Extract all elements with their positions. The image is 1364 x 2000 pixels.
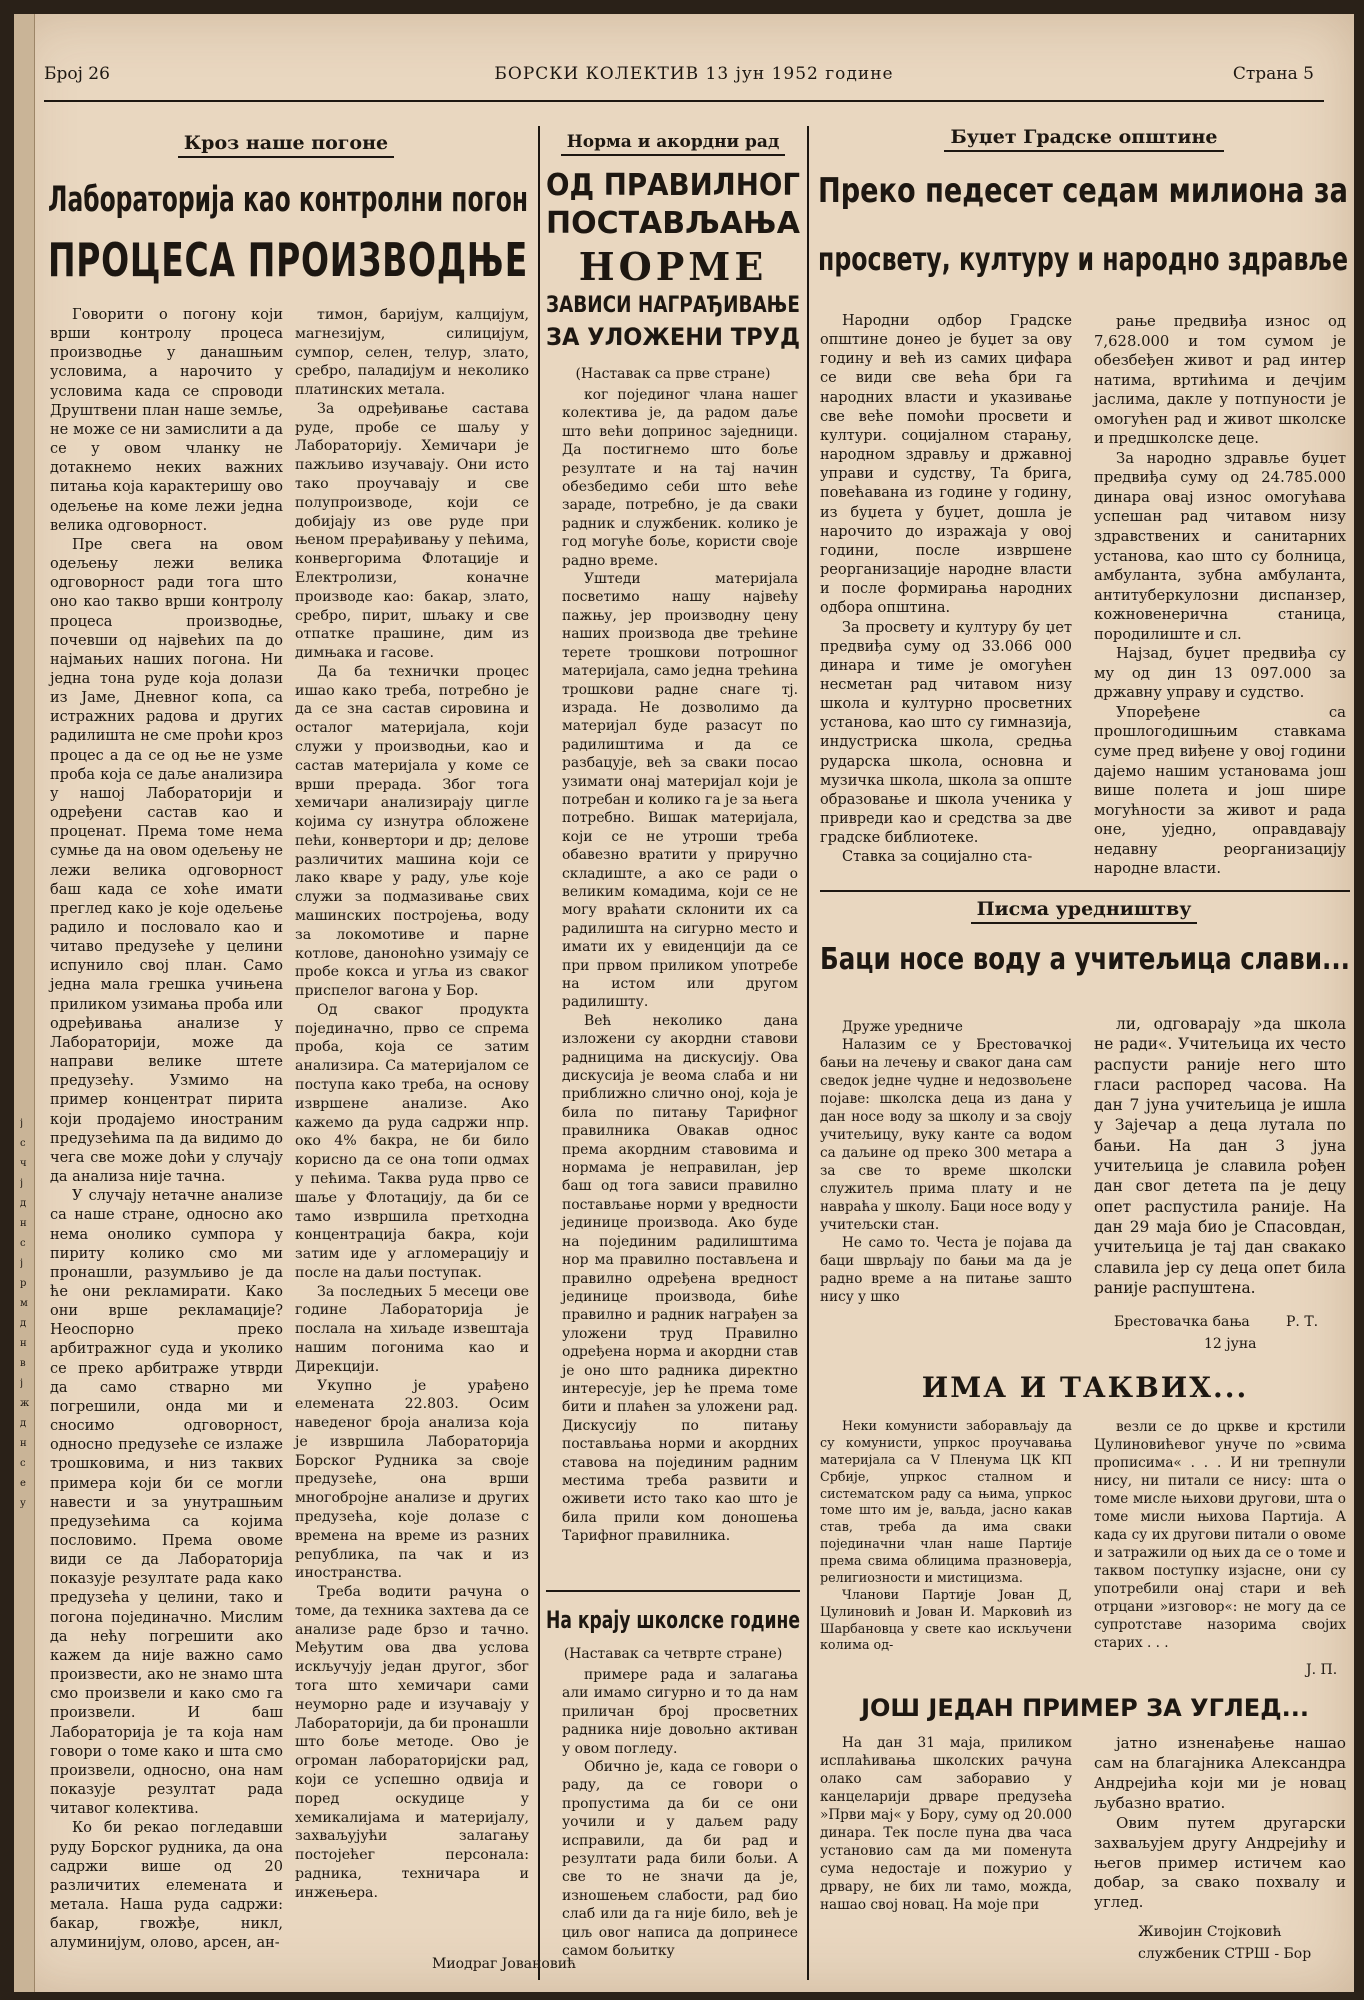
paragraph: Треба водити рачуна о томе, да техника захтева да се анализе раде брзо и тачно. Међутим ова два услова искључују један другог, због тога што хемичари сами неуморно раде и изучавају у Лабораторији, да би пронашли што боље методе. Ово је огроман лабораторијски рад, који се успешно одвија и поред оскудице у хемикалијама и материјалу, захваљујући залагању постојећег персонала: радника, техничара и инжењера. (295, 1584, 529, 1901)
issue-number: Број 26 (44, 64, 110, 84)
article1-headline-line2: ПРОЦЕСА ПРОИЗВОДЊЕ (48, 233, 528, 287)
letters-headline: Баци носе воду а учитељица слави... (820, 942, 1350, 977)
article5-signature: Ј. П. (1306, 1662, 1338, 1678)
paragraph: Не само то. Честа је појава да баци шврљају по бањи ма да је радно време а на питање зашто нису у шко (820, 1235, 1072, 1306)
article5-column-2 (1094, 1418, 1346, 1652)
letters-place: Брестовачка бања (1114, 1314, 1250, 1330)
article1-column-2 (295, 306, 529, 1902)
paragraph: Да ба технички процес ишао како треба, потребно је да се зна састав сировина и осталог материјала, који служи у производњи, као и састав материјала у коме се врши прерада. Због тога хемичари анализирају цигле којима су изнутра обложене пећи, конвертори и др; делове различитих машина који се лако кваре у раду, уље које служи за подмазивање свих машинских постројења, воду за локомотиве и парне котлове, даноноћно узимају се пробе кокса и угља из сваког приспелог вагона у Бор. (295, 663, 529, 1000)
article6-signature-role: службеник СТРШ - Бор (1138, 1946, 1312, 1962)
article5-headline: ИМА И ТАКВИХ... (921, 1371, 1249, 1404)
article5-column-1 (820, 1418, 1072, 1654)
article2-headline-line3: НОРМЕ (578, 244, 768, 289)
article3-column (562, 1666, 798, 1961)
article6-column-1 (820, 1734, 1072, 1914)
paragraph: Неки комунисти заборављају да су комунисти, упркос проучавања материјала са V Пленума ЦК КП Србије, упркос сталном и систематском раду са њима, упркос томе што им је, ваљда, јасно какав став, треба да има сваки појединачни члан наше Партије према свима облицима празноверја, религиозности и мистицизма. (820, 1418, 1072, 1585)
article1-kicker: Кроз наше погоне (44, 132, 528, 154)
letters-date: 12 јуна (1204, 1336, 1257, 1352)
article6-headline: ЈОШ ЈЕДАН ПРИМЕР ЗА УГЛЕД... (861, 1694, 1309, 1722)
letters-column-2 (1094, 1014, 1346, 1298)
paragraph: Од сваког продукта појединачно, прво се спрема проба, која се затим анализира. Са материјалом се поступа како треба, на основу извршене анализе. Ако кажемо да руда садржи нпр. око 4% бакра, не би било корисно да се она топи одмах у пећима. Таква руда прво се шаље у Флотацију, да би се тамо извршила претходна концентрација бакра, који затим иде у агломерацију и после на даљи поступак. (295, 1001, 529, 1281)
paragraph: Говорити о погону који врши контролу процеса производње у данашњим условима, а нарочито у условима када се спроводи Друштвени план наше земље, не може се ни замислити а да се у овом чланку не дотакнемо неких важних питања која карактеришу ово одељење на коме лежи једна велика одговорност. (50, 307, 283, 534)
paragraph: Овим путем другарски захваљујем другу Андрејићу и његов пример истичем као добар, за свако похвалу и углед. (1094, 1813, 1346, 1912)
paragraph: ли, одговарају »да школа не ради«. Учитељица их често распусти раније него што гласи распоред часова. На дан 7 јуна учитељица је ишла у Зајечар а деца лутала по бањи. На дан 3 јуна учитељица је славила рођен дан свог детета па је децу опет распустила раније. На дан 29 маја био је Спасовдан, учитељица је тај дан свакако славила јер су деца опет била раније распуштена. (1094, 1015, 1346, 1297)
column-rule-left (538, 126, 540, 1980)
paragraph: Народни одбор Градске општине донео је буџет за ову годину и већ из самих цифара се види све већа бри га народних власти и указивање све веће помоћи просвети и култури. социјалном старању, народном здрављу и државној управи и судству, Та брига, повећавана из године у годину, из буџета у буџет, дошла је нарочито до изражаја у овој години, после извршене реорганизације народне власти и после формирања народних одбора општина. (820, 313, 1072, 617)
article1-headline-line1: Лабораторија као контролни погон (48, 180, 528, 220)
paragraph: Налазим се у Брестовачкој бањи на лечењу и сваког дана сам сведок једне чудне и недозвољене појаве: школска деца из дана у дан носе воду за школу и за своју учитељицу, вуку канте са водом са даљине од преко 300 метара а за све то време школски служитељ прима плату и не навраћа у школу. Баци носе воду у учитељски стан. (820, 1037, 1072, 1234)
article4-headline-line1: Преко педесет седам милиона за (818, 171, 1348, 211)
paragraph: примере рада и залагања али имамо сигурно и то да нам приличан број просветних радника није довољно активан у овом погледу. (562, 1667, 798, 1757)
letters-kicker: Писма уредништву (814, 898, 1354, 920)
header-rule (44, 100, 1324, 102)
paragraph: Пре свега на овом одељењу лежи велика одговорност ради тога што оно као такво врши контролу процеса производње, почевши од највећих па до најмањих наших погона. Ни једна тона руде која долази из Јаме, Дневног копа, са истражних радова и других радилишта не сме проћи кроз процес а да се од ње не узме проба која се даље анализира у нашој Лабораторији и одређени састав као и проценат. Према томе нема сумње да на овом одељењу не лежи велика одговорност баш када се хоће имати преглед како је које одељење радило и пословало као и читаво предузеће у целини испунило свој план. Само једна мала грешка учињена приликом узимања проба или одређивања анализе у Лабораторији, може да направи велике штете предузећу. Узмимо на пример концентрат пирита који продајемо иностраним предузећима па да видимо до чега све може доћи у случају да анализа није тачна. (50, 536, 283, 1186)
paragraph: За последњих 5 месеци ове године Лабораторија је послала на хиљаде извештаја нашим погонима као и Дирекцији. (295, 1283, 529, 1375)
paragraph: тимон, баријум, калцијум, магнезијум, силицијум, сумпор, селен, телур, злато, сребро, паладијум и неколико платинских метала. (295, 307, 529, 399)
paragraph: За народно здравље буџет предвиђа суму од 24.785.000 динара овај износ омогућава успешан рад читавом низу здравствених и санитарних установа, као што су болница, амбуланта, зубна амбуланта, антитуберкулозни диспанзер, кожновенерична станица, породилиште и сл. (1094, 449, 1346, 643)
paragraph: За просвету и културу бу џет предвиђа суму од 33.066 000 динара и тиме је омогућен несметан рад читавом низу школа и културно просветних установа, као што су гимназија, индустриска школа, средња рударска школа, основна и музичка школа, школа за опште образовање и школа ученика у привреди као и средства за две градске библиотеке. (820, 619, 1072, 847)
column-rule-right (807, 126, 809, 1980)
article1-signature: Миодраг Јовановић (432, 1956, 577, 1972)
article3-headline: На крају школске године (546, 1606, 800, 1634)
previous-page-fragment: ј с ч ј д н с ј р м д н в ј ж д н с е у (20, 1118, 30, 1509)
page-number: Страна 5 (1232, 64, 1314, 84)
paragraph: Уштеди материјала посветимо нашу највећу пажњу, јер производну цену наших производа две трећине терете трошкови потрошног материјала, само једна трећина трошкови радне снаге тј. израда. Не дозволимо да материјал буде разасут по радилиштима и да се разбацује, већ за сваки посао узимати онај материјал који је потребан и колико га је за њега потребно. Вишак материјала, који се не утроши треба обавезно вратити у приручно складиште, а ако се ради о великим комадима, који се не могу враћати склонити их са радилишта на сигурно место и имати их у евиденцији да се при првом приликом употребе на истом или другом радилишту. (562, 571, 798, 1011)
article2-column (562, 386, 798, 1546)
paragraph: Ставка за социјално ста- (842, 849, 1033, 866)
paragraph: На дан 31 маја, приликом исплаћивања школских рачуна олако сам заборавио у канцеларији дрваре предузећа »Први мај« у Бору, суму од 20.000 динара. Тек после пуна два часа установио сам да ми поменута сума недостаје и пожурио у дрвару, не бих ли тамо, можда, нашао свој новац. На моје при (820, 1735, 1072, 1914)
article2-headline-line1: ОД ПРАВИЛНОГ (546, 168, 800, 203)
article2-continued-note: (Наставак са прве стране) (575, 366, 771, 382)
article3-continued-note: (Наставак са четврте стране) (563, 1646, 783, 1662)
paragraph: Чланови Партије Јован Д, Цулиновић и Јован И. Марковић из Шарбановца у свете као искључени колима од- (820, 1586, 1072, 1653)
paragraph: Укупно је урађено елемената 22.803. Осим наведеног броја анализа која је извршила Лабораторија Борског Рудника за своје предузеће, она врши многобројне анализе и других предузећа, које долазе с времена на време из разних република, па чак и из иностранства. (295, 1377, 529, 1582)
article4-column-2 (1094, 312, 1346, 879)
paragraph: За одређивање састава руде, пробе се шаљу у Лабораторију. Хемичари је пажљиво изучавају. Они исто тако проучавају и све полупроизводе, који се добијају из ове руде при њеном прерађивању у пећима, конвергорима Флотације и Електролизи, коначне производе као: бакар, злато, сребро, пирит, шљаку и све отпатке прашине, дим из димњака и гасове. (295, 400, 529, 662)
paragraph: Упоређене са прошлогодишњим ставкама суме пред виђене у овој години дајемо нашим установама још више полета и још шире могућности за живот и рада оне, уједно, оправдавају недавну реорганизацију народне власти. (1094, 703, 1346, 878)
article6-signature-name: Живојин Стојковић (1138, 1924, 1282, 1940)
article2-headline-line5: ЗА УЛОЖЕНИ ТРУД (546, 323, 800, 351)
newspaper-page (14, 14, 1354, 1992)
article2-headline-line4: ЗАВИСИ НАГРАЂИВАЊЕ (546, 293, 800, 318)
letters-top-rule (820, 890, 1350, 892)
paragraph: Друже уредниче (842, 1019, 963, 1035)
article2-kicker: Норма и акордни рад (546, 132, 800, 152)
paragraph: Обично је, када се говори о раду, да се говори о пропустима да би се они уочили и у даљем раду исправили, да би рад и резултати рада били бољи. А све то не значи да је, изношењем слабости, рад био слаб или да га није било, већ је циљ овог написа да допринесе самом бољитку (562, 1759, 798, 1960)
article6-column-2 (1094, 1734, 1346, 1913)
article1-column-1 (50, 306, 283, 1953)
paragraph: везли се до цркве и крстили Цулиновићевог унуче по »свима прописима« . . . И ни трепнули нису, ни питали се нису: шта о томе мисле њихови другови, шта о томе мисли њихова Партија. А када су их другови питали о овоме и затражили од њих да се о томе и таквом поступку изјасне, они су употребили онај стари и већ отрцани »изговор«: не могу да се супротставе назорима својих старих . . . (1094, 1419, 1346, 1652)
article2-headline-line2: ПОСТАВЉАЊА (546, 206, 800, 241)
paragraph: Ко би рекао погледавши руду Борског рудника, да она садржи више од 20 различитих елемената и метала. Наша руда садржи: бакар, гвожђе, никл, алуминијум, олово, арсен, ан- (50, 1820, 283, 1952)
paragraph: јатно изненађење нашао сам на благајника Александра Андрејића који ми је новац љубазно вратио. (1094, 1734, 1346, 1812)
article4-kicker: Буџет Градске општине (814, 126, 1354, 148)
article4-column-1 (820, 312, 1072, 868)
article4-headline-line2: просвету, културу и народно здравље (818, 240, 1348, 278)
paragraph: рање предвиђа износ од 7,628.000 и том сумом је обезбеђен живот и рад интер натима, вртићима и дечјим јаслима, дакле у потпуности је омогућен рад и живот школске и предшколске деце. (1094, 313, 1346, 448)
masthead: БОРСКИ КОЛЕКТИВ 13 јун 1952 године (494, 64, 894, 84)
letters-signature: Р. Т. (1286, 1314, 1319, 1330)
paragraph: У случају нетачне анализе са наше стране, односно ако нема онолико сумпора у пириту колико смо ми пронашли, разумљиво је да ће они рекламирати. Како они врше рекламације? Неоспорно преко арбитражног суда и уколико се преко арбитраже утврди да само стварно ми погрешили, онда ми и сносимо одговорност, односно предузеће се излаже трошковима, и низ таквих примера који би се могли навести и за унутрашњим предузећима са којима пословимо. Према овоме види се да Лабораторија показује резултате рада како предузећа у целини, тако и погона појединачно. Мислим да нећу погрешити ако кажем да није важно само произвести, ако не знамо шта смо произвели и како смо га произвели. И баш Лабораторија је та која нам говори о томе како и шта смо произвели, односно, она нам показује резултат рада читавог колектива. (50, 1188, 283, 1818)
paragraph: Већ неколико дана изложени су акордни ставови радницима на дискусију. Ова дискусија је веома слаба и ни приближно слично оној, која је била по питању Тарифног правилника Овакав однос према акордним ставовима и нормама је неправилан, јер баш од тога зависи правилно постављање норми у вредности јединице производа. Ако буде на појединим радилиштима нор ма правилно постављена и правилно одређена вредност јединице производа, биће правилно и радник награђен за уложени труд Правилно одређена норма и акордни став је оно што радника директно интересује, јер ће према томе бити и плаћен за уложени рад. Дискусију по питању постављања норми и акордних ставова на појединим радним местима треба развити и оживети исто тако као што је била прили ком доношења Тарифног правилника. (562, 1012, 798, 1545)
paragraph: Најзад, буџет предвиђа су му од дин 13 097.000 за државну управу и судство. (1094, 645, 1346, 702)
letters-column-1 (820, 1018, 1072, 1306)
article3-top-rule (546, 1590, 800, 1592)
paragraph: ког појединог члана нашег колектива је, да радом даље што већи допринос заједници. Да постигнемо што боље резултате и на тај начин обезбедимо себи што веће зараде, потребно, је да сваки радник и службеник. колико је год могуће боље, користи своје радно време. (562, 387, 798, 569)
